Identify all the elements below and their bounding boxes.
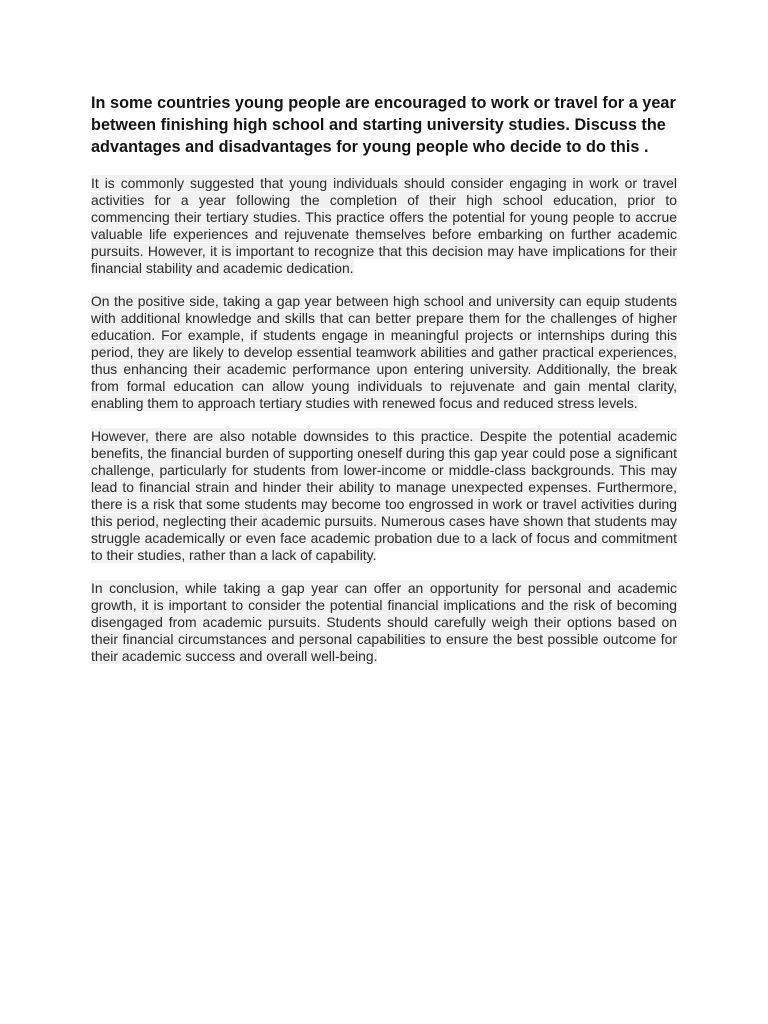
paragraph-introduction [91,175,677,277]
paragraph-advantages [91,293,677,412]
paragraph-text: However, there are also notable downsides to this practice. Despite the potential academic benefits, the financial burden of supporting oneself during this gap year could pose a significant challenge, particularly for students from lower-income or middle-class backgrounds. This may lead to financial strain and hinder their ability to manage unexpected expenses. Furthermore, there is a risk that some students may become too engrossed in work or travel activities during this period, neglecting their academic pursuits. Numerous cases have shown that students may struggle academically or even face academic probation due to a lack of focus and commitment to their studies, rather than a lack of capability. [91,428,677,563]
paragraph-conclusion [91,580,677,665]
paragraph-text: It is commonly suggested that young individuals should consider engaging in work or travel activities for a year following the completion of their high school education, prior to commencing their tertiary studies. This practice offers the potential for young people to accrue valuable life experiences and rejuvenate themselves before embarking on further academic pursuits. However, it is important to recognize that this decision may have implications for their financial stability and academic dedication. [91,175,677,276]
essay-body [91,92,677,681]
essay-question: In some countries young people are encouraged to work or travel for a year between finishing high school and starting university studies. Discuss the advantages and disadvantages for young people who decide to do this . [91,94,676,156]
paragraph-text: In conclusion, while taking a gap year can offer an opportunity for personal and academic growth, it is important to consider the potential financial implications and the risk of becoming disengaged from academic pursuits. Students should carefully weigh their options based on their financial circumstances and personal capabilities to ensure the best possible outcome for their academic success and overall well-being. [91,580,677,664]
paragraph-text: On the positive side, taking a gap year between high school and university can equip students with additional knowledge and skills that can better prepare them for the challenges of higher education. For example, if students engage in meaningful projects or internships during this period, they are likely to develop essential teamwork abilities and gather practical experiences, thus enhancing their academic performance upon entering university. Additionally, the break from formal education can allow young individuals to rejuvenate and gain mental clarity, enabling them to approach tertiary studies with renewed focus and reduced stress levels. [91,293,677,411]
paragraph-disadvantages [91,428,677,564]
